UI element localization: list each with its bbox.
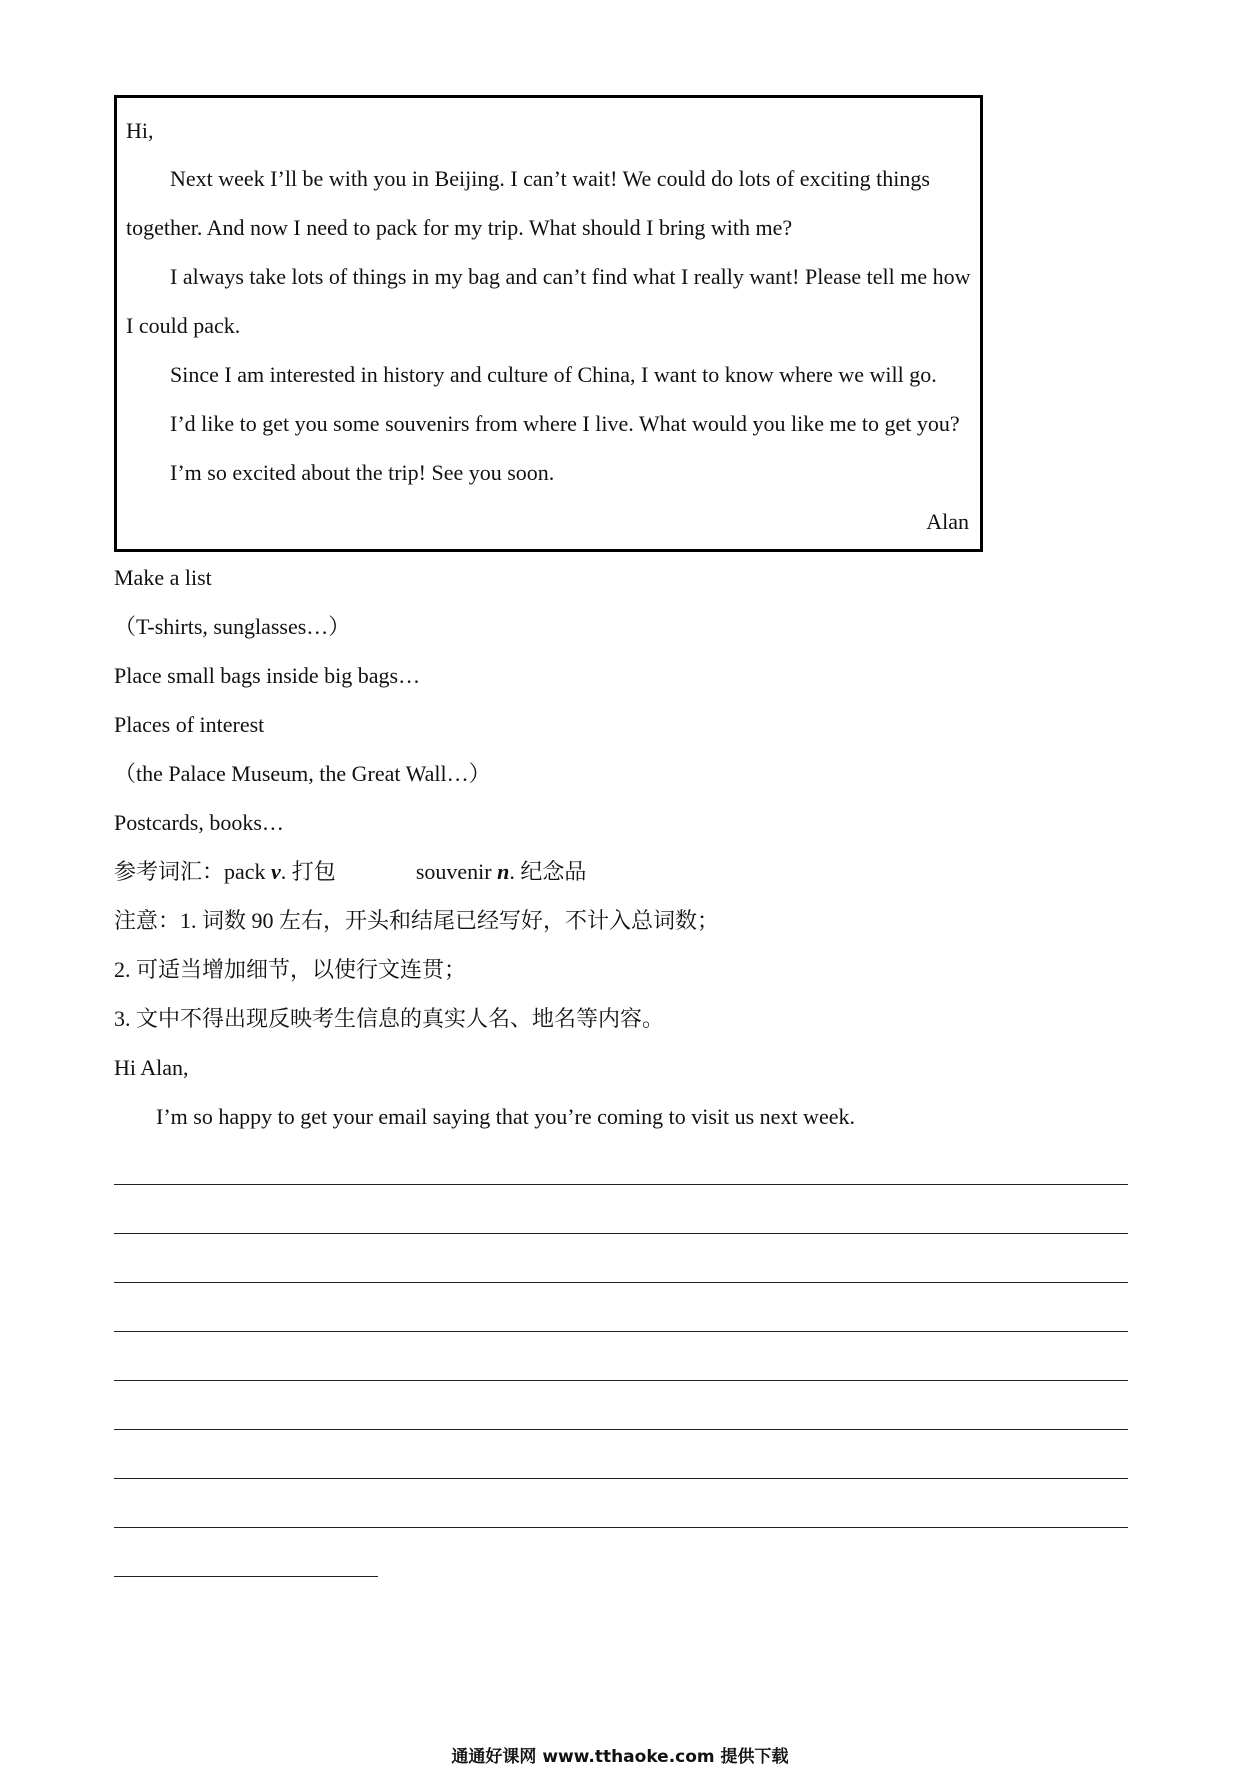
writing-line[interactable] bbox=[114, 1184, 1128, 1185]
letter-paragraph-4: I’d like to get you some souvenirs from where I live. What would you like me to get you? bbox=[170, 411, 960, 436]
writing-line-final[interactable] bbox=[114, 1576, 378, 1577]
writing-line[interactable] bbox=[114, 1282, 1128, 1283]
vocabulary-line bbox=[114, 859, 586, 885]
hint-souvenirs: Postcards, books… bbox=[114, 810, 284, 835]
reply-greeting: Hi Alan, bbox=[114, 1055, 189, 1080]
letter-paragraph-2-line-2: I could pack. bbox=[126, 313, 241, 338]
writing-line[interactable] bbox=[114, 1380, 1128, 1381]
hint-packing-tip: Place small bags inside big bags… bbox=[114, 663, 421, 688]
writing-line[interactable] bbox=[114, 1331, 1128, 1332]
writing-line[interactable] bbox=[114, 1478, 1128, 1479]
note-1: 注意：1. 词数 90 左右，开头和结尾已经写好，不计入总词数； bbox=[114, 908, 720, 933]
page-footer: 通通好课网 www.tthaoke.com 提供下载 bbox=[451, 1747, 789, 1767]
note-3: 3. 文中不得出现反映考生信息的真实人名、地名等内容。 bbox=[114, 1006, 665, 1031]
hint-places-examples: （the Palace Museum, the Great Wall…） bbox=[114, 761, 491, 786]
note-2: 2. 可适当增加细节，以使行文连贯； bbox=[114, 957, 467, 982]
letter-paragraph-3: Since I am interested in history and culture of China, I want to know where we will go. bbox=[170, 362, 937, 387]
writing-line[interactable] bbox=[114, 1233, 1128, 1234]
vocab-souvenir: souvenir n. 纪念品 bbox=[415, 859, 587, 884]
hint-places-of-interest: Places of interest bbox=[114, 712, 265, 737]
hint-list-examples: （T-shirts, sunglasses…） bbox=[114, 614, 351, 639]
vocab-pack: 参考词汇：pack v. 打包 bbox=[114, 859, 336, 884]
reply-opening: I’m so happy to get your email saying that you’re coming to visit us next week. bbox=[156, 1104, 855, 1129]
letter-paragraph-1-line-1: Next week I’ll be with you in Beijing. I can’t wait! We could do lots of exciting things bbox=[170, 166, 930, 191]
writing-line[interactable] bbox=[114, 1527, 1128, 1528]
hint-make-list: Make a list bbox=[114, 565, 212, 590]
letter-paragraph-1-line-2: together. And now I need to pack for my trip. What should I bring with me? bbox=[126, 215, 793, 240]
letter-signature: Alan bbox=[926, 509, 969, 534]
letter-greeting: Hi, bbox=[126, 118, 154, 143]
letter-paragraph-5: I’m so excited about the trip! See you soon. bbox=[170, 460, 555, 485]
writing-line[interactable] bbox=[114, 1429, 1128, 1430]
letter-paragraph-2-line-1: I always take lots of things in my bag and can’t find what I really want! Please tell me how bbox=[170, 264, 971, 289]
